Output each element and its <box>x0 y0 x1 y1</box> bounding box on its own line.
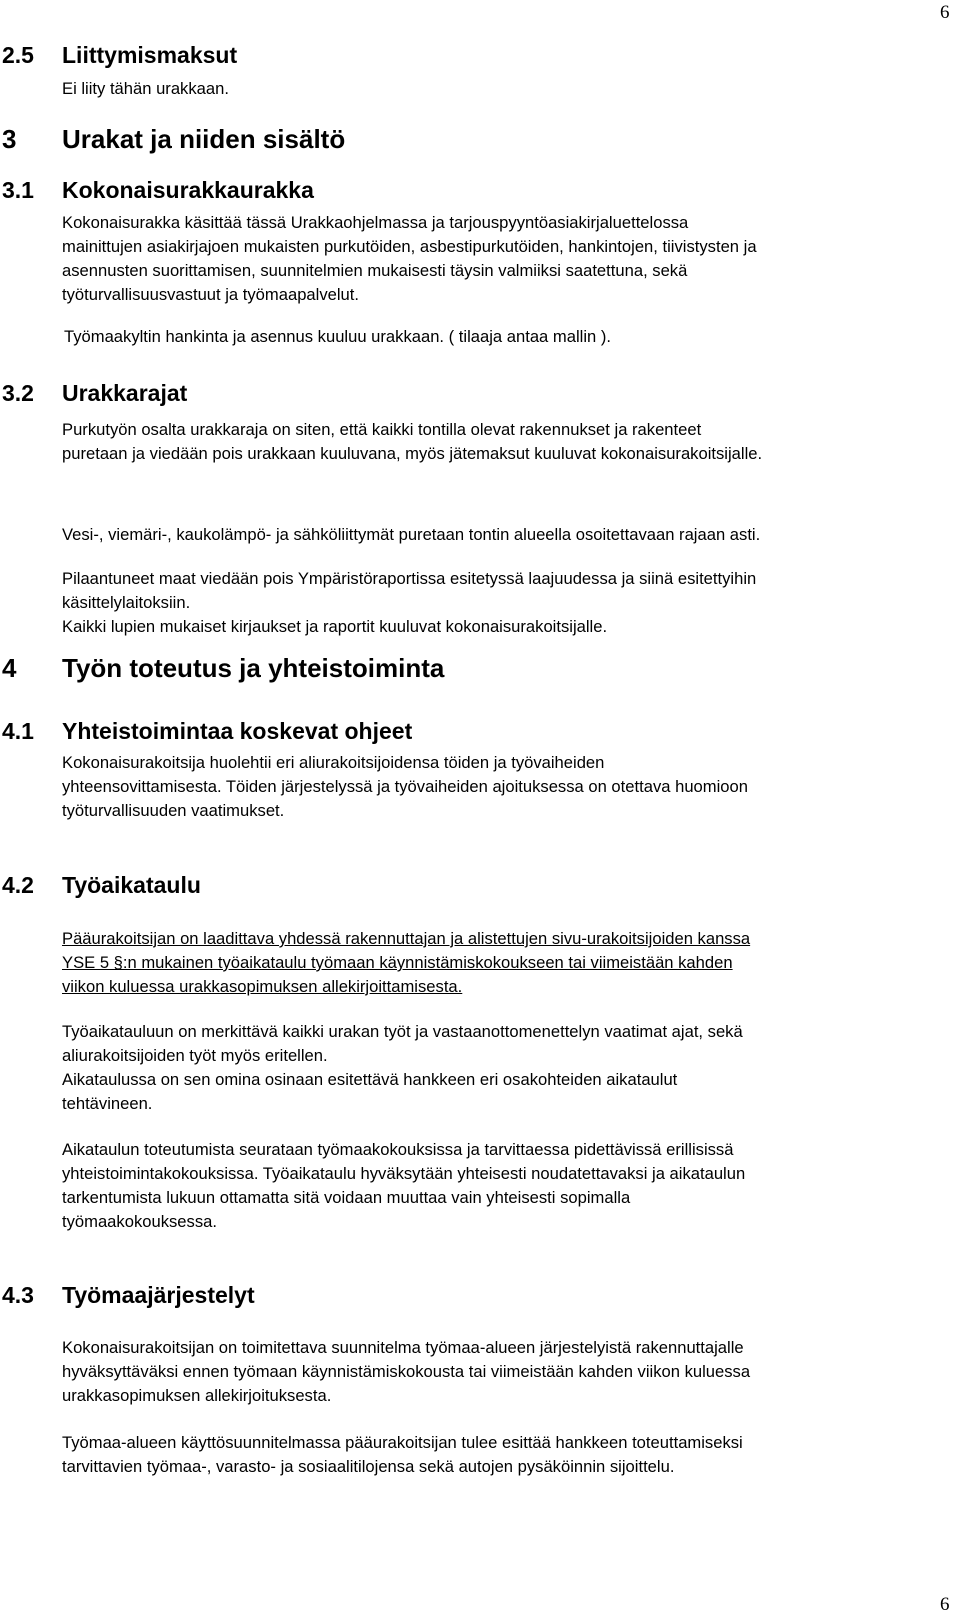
heading-4-2 <box>2 872 602 900</box>
heading-4-3 <box>2 1282 602 1310</box>
heading-number: 3.1 <box>2 177 34 203</box>
heading-title: Urakkarajat <box>62 380 188 406</box>
paragraph-3-2-soil <box>62 567 942 639</box>
text-line: Työmaakyltin hankinta ja asennus kuuluu urakkaan. ( tilaaja antaa mallin ). <box>64 327 611 346</box>
text-line: asennusten suorittamisen, suunnitelmien mukaisesti täysin valmiiksi saatettuna, sekä <box>62 261 688 280</box>
heading-title: Työmaajärjestelyt <box>62 1282 255 1308</box>
paragraph-4-2-monitoring <box>62 1138 942 1234</box>
heading-number: 4 <box>2 653 17 683</box>
heading-title: Yhteistoimintaa koskevat ohjeet <box>62 718 413 744</box>
text-line: Ei liity tähän urakkaan. <box>62 79 229 98</box>
heading-number: 4.1 <box>2 718 34 744</box>
text-line: aliurakoitsijoiden työt myös eritellen. <box>62 1046 328 1065</box>
text-line: Työmaa-alueen käyttösuunnitelmassa pääurakoitsijan tulee esittää hankkeen toteuttamiseksi <box>62 1433 743 1452</box>
paragraph-3-1-scope <box>62 211 942 307</box>
text-line: Vesi-, viemäri-, kaukolämpö- ja sähköliittymät puretaan tontin alueella osoitettavaan rajaan asti. <box>62 525 761 544</box>
heading-number: 2.5 <box>2 42 34 68</box>
heading-title: Työaikataulu <box>62 872 201 898</box>
paragraph-3-2-demolition <box>62 418 942 466</box>
text-line: viikon kuluessa urakkasopimuksen allekirjoittamisesta. <box>62 977 463 996</box>
text-line: Kokonaisurakoitsija huolehtii eri aliurakoitsijoidensa töiden ja työvaiheiden <box>62 753 605 772</box>
paragraph-3-1-sign <box>64 325 944 349</box>
text-line: Kokonaisurakoitsijan on toimitettava suunnitelma työmaa-alueen järjestelyistä rakennuttajalle <box>62 1338 744 1357</box>
text-line: Pääurakoitsijan on laadittava yhdessä rakennuttajan ja alistettujen sivu-urakoitsijoiden kanssa <box>62 929 751 948</box>
heading-4-1 <box>2 718 602 746</box>
heading-number: 4.2 <box>2 872 34 898</box>
heading-title: Urakat ja niiden sisältö <box>62 124 346 154</box>
heading-title: Työn toteutus ja yhteistoiminta <box>62 653 445 683</box>
paragraph-4-2-schedule-prep <box>62 927 942 999</box>
text-line: mainittujen asiakirjajoen mukaisten purkutöiden, asbestipurkutöiden, hankintojen, tiivistysten ja <box>62 237 757 256</box>
heading-number: 3.2 <box>2 380 34 406</box>
paragraph-3-2-connections <box>62 523 942 547</box>
text-line: Työaikatauluun on merkittävä kaikki urakan työt ja vastaanottomenettelyn vaatimat ajat, sekä <box>62 1022 743 1041</box>
paragraph-4-3-usage-plan <box>62 1431 942 1479</box>
heading-3-1 <box>2 177 602 205</box>
heading-3-2 <box>2 380 602 408</box>
page-number-bottom: 6 <box>940 1594 950 1615</box>
text-line: työturvallisuusvastuut ja työmaapalvelut. <box>62 285 359 304</box>
page-number-top: 6 <box>940 2 950 23</box>
heading-number: 4.3 <box>2 1282 34 1308</box>
text-line: työturvallisuuden vaatimukset. <box>62 801 285 820</box>
text-line: tarvittavien työmaa-, varasto- ja sosiaalitilojensa sekä autojen pysäköinnin sijoittelu. <box>62 1457 675 1476</box>
heading-4 <box>2 653 702 685</box>
text-line: Purkutyön osalta urakkaraja on siten, että kaikki tontilla olevat rakennukset ja rakenteet <box>62 420 702 439</box>
text-line: yhteensovittamisesta. Töiden järjestelyssä ja työvaiheiden ajoituksessa on otettava huomioon <box>62 777 748 796</box>
paragraph-4-3-site-plan <box>62 1336 942 1408</box>
text-line: tehtävineen. <box>62 1094 153 1113</box>
text-line: tarkentumista lukuun ottamatta sitä voidaan muuttaa vain yhteisesti sopimalla <box>62 1188 631 1207</box>
text-line: työmaakokouksessa. <box>62 1212 217 1231</box>
text-line: käsittelylaitoksiin. <box>62 593 191 612</box>
text-line: Kokonaisurakka käsittää tässä Urakkaohjelmassa ja tarjouspyyntöasiakirjaluettelossa <box>62 213 689 232</box>
heading-2-5 <box>2 42 602 70</box>
text-line: YSE 5 §:n mukainen työaikataulu työmaan käynnistämiskokoukseen tai viimeistään kahden <box>62 953 733 972</box>
text-line: hyväksyttäväksi ennen työmaan käynnistämiskokousta tai viimeistään kahden viikon kuluessa <box>62 1362 751 1381</box>
text-line: yhteistoimintakokouksissa. Työaikataulu hyväksytään yhteisesti noudatettavaksi ja aikataulun <box>62 1164 746 1183</box>
paragraph-4-2-schedule-content <box>62 1020 942 1116</box>
heading-title: Liittymismaksut <box>62 42 238 68</box>
text-line: puretaan ja viedään pois urakkaan kuuluvana, myös jätemaksut kuuluvat kokonaisurakoitsijalle. <box>62 444 763 463</box>
text-line: urakkasopimuksen allekirjoituksesta. <box>62 1386 332 1405</box>
text-line: Kaikki lupien mukaiset kirjaukset ja raportit kuuluvat kokonaisurakoitsijalle. <box>62 617 608 636</box>
text-line: Aikataulun toteutumista seurataan työmaakokouksissa ja tarvittaessa pidettävissä erillisissä <box>62 1140 734 1159</box>
heading-title: Kokonaisurakkaurakka <box>62 177 314 203</box>
paragraph-2-5 <box>62 77 942 101</box>
heading-number: 3 <box>2 124 17 154</box>
heading-3 <box>2 124 602 156</box>
text-line: Aikataulussa on sen omina osinaan esitettävä hankkeen eri osakohteiden aikataulut <box>62 1070 678 1089</box>
paragraph-4-1 <box>62 751 942 823</box>
text-line: Pilaantuneet maat viedään pois Ympäristöraportissa esitetyssä laajuudessa ja siinä esitettyihin <box>62 569 757 588</box>
